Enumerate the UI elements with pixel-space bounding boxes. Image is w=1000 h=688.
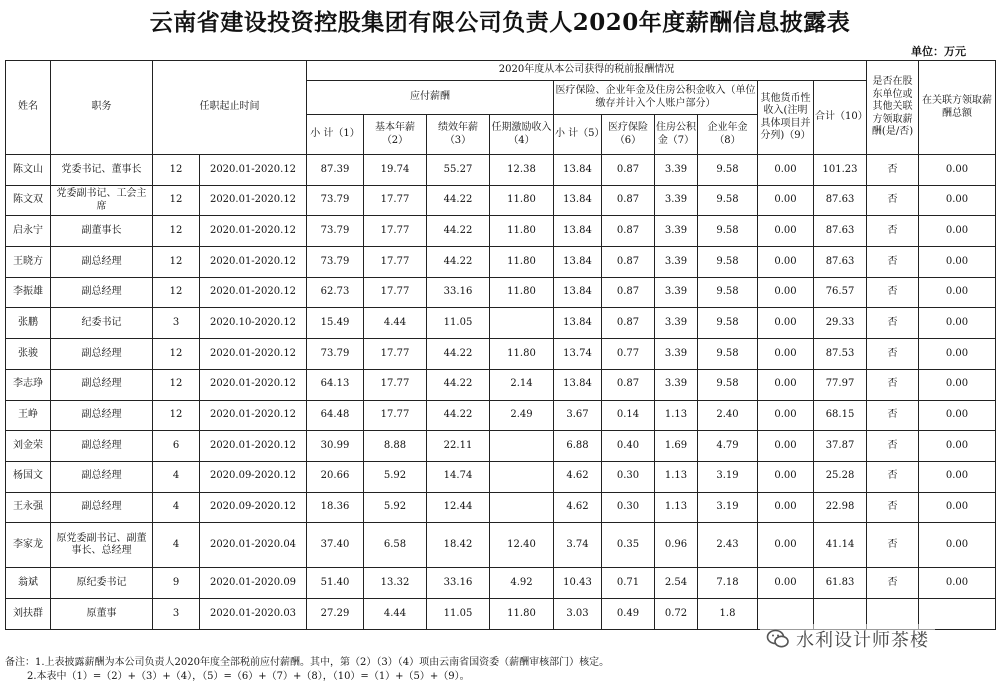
cell-c8: 3.19: [698, 461, 758, 492]
cell-period: 2020.01-2020.12: [200, 400, 307, 431]
cell-c1: 51.40: [307, 568, 364, 599]
cell-c10: 22.98: [814, 492, 867, 523]
cell-c8: 9.58: [698, 308, 758, 339]
cell-rel: 0.00: [919, 523, 996, 568]
cell-rel: 0.00: [919, 431, 996, 462]
cell-position: 原董事: [51, 598, 153, 629]
header-tenure: 任职起止时间: [153, 61, 307, 155]
cell-c10: 87.63: [814, 185, 867, 216]
table-row: [6, 568, 996, 599]
cell-c4: 11.80: [490, 598, 554, 629]
table-row: [6, 492, 996, 523]
cell-c5: 13.84: [554, 185, 602, 216]
header-pretax: 2020年度从本公司获得的税前报酬情况: [307, 61, 867, 81]
table-row: [6, 523, 996, 568]
cell-c6: 0.40: [602, 431, 655, 462]
cell-c3: 33.16: [427, 568, 490, 599]
wechat-icon: [766, 627, 790, 651]
cell-c6: 0.87: [602, 369, 655, 400]
cell-c6: 0.77: [602, 339, 655, 370]
cell-c9: 0.00: [758, 369, 814, 400]
cell-c8: 2.40: [698, 400, 758, 431]
cell-c7: 1.69: [655, 431, 698, 462]
cell-position: 副董事长: [51, 216, 153, 247]
cell-position: 副总经理: [51, 339, 153, 370]
cell-period: 2020.10-2020.12: [200, 308, 307, 339]
cell-sh: 否: [867, 400, 919, 431]
cell-sh: 否: [867, 523, 919, 568]
cell-c1: 62.73: [307, 277, 364, 308]
cell-period: 2020.01-2020.04: [200, 523, 307, 568]
cell-c9: 0.00: [758, 461, 814, 492]
table-row: [6, 431, 996, 462]
cell-period: 2020.01-2020.09: [200, 568, 307, 599]
cell-c3: 14.74: [427, 461, 490, 492]
cell-period: 2020.01-2020.12: [200, 339, 307, 370]
cell-c4: [490, 431, 554, 462]
cell-name: 刘金荣: [6, 431, 51, 462]
cell-months: 12: [153, 400, 200, 431]
cell-c7: 1.13: [655, 492, 698, 523]
cell-c4: 11.80: [490, 216, 554, 247]
cell-period: 2020.01-2020.03: [200, 598, 307, 629]
cell-c8: 3.19: [698, 492, 758, 523]
cell-c1: 30.99: [307, 431, 364, 462]
cell-name: 王永强: [6, 492, 51, 523]
cell-months: 4: [153, 461, 200, 492]
cell-c2: 6.58: [364, 523, 427, 568]
cell-c9: 0.00: [758, 431, 814, 462]
cell-c3: 11.05: [427, 308, 490, 339]
cell-rel: 0.00: [919, 216, 996, 247]
cell-c7: 2.54: [655, 568, 698, 599]
cell-months: 4: [153, 492, 200, 523]
unit-label: 单位：万元: [911, 45, 966, 58]
table-row: [6, 339, 996, 370]
cell-c7: 3.39: [655, 185, 698, 216]
footnote-1: 备注：1.上表披露薪酬为本公司负责人2020年度全部税前应付薪酬。其中，第（2）（3）（4）项由云南省国资委（薪酬审核部门）核定。: [5, 657, 610, 668]
cell-c4: 11.80: [490, 277, 554, 308]
cell-c7: 3.39: [655, 308, 698, 339]
cell-c9: 0.00: [758, 339, 814, 370]
cell-c6: 0.49: [602, 598, 655, 629]
cell-c5: 13.84: [554, 277, 602, 308]
header-subtotal1: 小 计（1）: [307, 115, 364, 155]
cell-c5: 13.74: [554, 339, 602, 370]
cell-c8: 9.58: [698, 216, 758, 247]
cell-sh: 否: [867, 216, 919, 247]
cell-c3: 33.16: [427, 277, 490, 308]
cell-months: 12: [153, 277, 200, 308]
cell-name: 刘扶群: [6, 598, 51, 629]
cell-period: 2020.09-2020.12: [200, 492, 307, 523]
cell-c2: 17.77: [364, 339, 427, 370]
cell-c9: 0.00: [758, 492, 814, 523]
cell-c6: 0.87: [602, 308, 655, 339]
header-annuity: 企业年金（8）: [698, 115, 758, 155]
cell-c5: 13.84: [554, 369, 602, 400]
cell-c2: 4.44: [364, 598, 427, 629]
cell-c10: 37.87: [814, 431, 867, 462]
table-row: [6, 216, 996, 247]
cell-position: 原党委副书记、副董事长、总经理: [51, 523, 153, 568]
cell-c8: 9.58: [698, 369, 758, 400]
header-other: 其他货币性收入(注明具体项目并分列)（9）: [758, 81, 814, 155]
cell-c6: 0.35: [602, 523, 655, 568]
cell-c3: 11.05: [427, 598, 490, 629]
cell-c5: 4.62: [554, 492, 602, 523]
cell-name: 李家龙: [6, 523, 51, 568]
cell-position: 副总经理: [51, 277, 153, 308]
header-medical: 医疗保险（6）: [602, 115, 655, 155]
cell-c8: 9.58: [698, 339, 758, 370]
cell-c1: 73.79: [307, 216, 364, 247]
cell-c8: 9.58: [698, 155, 758, 186]
cell-c4: [490, 308, 554, 339]
cell-c6: 0.87: [602, 185, 655, 216]
cell-c7: 0.96: [655, 523, 698, 568]
cell-name: 张骏: [6, 339, 51, 370]
cell-months: 3: [153, 598, 200, 629]
cell-c5: 6.88: [554, 431, 602, 462]
cell-sh: 否: [867, 155, 919, 186]
cell-c9: 0.00: [758, 400, 814, 431]
cell-c9: 0.00: [758, 247, 814, 278]
cell-c10: 25.28: [814, 461, 867, 492]
cell-c10: 101.23: [814, 155, 867, 186]
cell-c6: 0.87: [602, 247, 655, 278]
cell-c7: 3.39: [655, 155, 698, 186]
cell-c5: 13.84: [554, 155, 602, 186]
cell-c4: 12.40: [490, 523, 554, 568]
table-row: [6, 308, 996, 339]
cell-c7: 3.39: [655, 339, 698, 370]
header-housing: 住房公积金（7）: [655, 115, 698, 155]
cell-rel: 0.00: [919, 400, 996, 431]
cell-c10: 77.97: [814, 369, 867, 400]
cell-c4: 2.14: [490, 369, 554, 400]
table-row: [6, 400, 996, 431]
cell-c4: 11.80: [490, 185, 554, 216]
cell-c7: 1.13: [655, 461, 698, 492]
cell-c4: 2.49: [490, 400, 554, 431]
cell-c10: 87.63: [814, 216, 867, 247]
table-row: [6, 277, 996, 308]
cell-c6: 0.30: [602, 492, 655, 523]
table-row: [6, 247, 996, 278]
cell-c3: 55.27: [427, 155, 490, 186]
cell-c5: 4.62: [554, 461, 602, 492]
cell-rel: 0.00: [919, 461, 996, 492]
cell-c6: 0.87: [602, 216, 655, 247]
cell-c2: 17.77: [364, 185, 427, 216]
cell-name: 杨国文: [6, 461, 51, 492]
cell-c7: 0.72: [655, 598, 698, 629]
table-row: [6, 155, 996, 186]
cell-c5: 13.84: [554, 216, 602, 247]
cell-period: 2020.01-2020.12: [200, 277, 307, 308]
cell-sh: 否: [867, 308, 919, 339]
cell-c8: 9.58: [698, 247, 758, 278]
cell-c10: 41.14: [814, 523, 867, 568]
cell-c2: 19.74: [364, 155, 427, 186]
cell-sh: 否: [867, 369, 919, 400]
cell-c8: 2.43: [698, 523, 758, 568]
header-total: 合计（10）: [814, 81, 867, 155]
cell-name: 陈文双: [6, 185, 51, 216]
cell-c5: 13.84: [554, 247, 602, 278]
cell-c8: 9.58: [698, 185, 758, 216]
cell-c2: 17.77: [364, 400, 427, 431]
cell-c7: 3.39: [655, 369, 698, 400]
cell-name: 翁斌: [6, 568, 51, 599]
cell-c9: 0.00: [758, 568, 814, 599]
cell-c6: 0.87: [602, 277, 655, 308]
cell-c3: 44.22: [427, 400, 490, 431]
cell-period: 2020.01-2020.12: [200, 216, 307, 247]
cell-c8: 1.8: [698, 598, 758, 629]
cell-c2: 8.88: [364, 431, 427, 462]
cell-c1: 64.13: [307, 369, 364, 400]
cell-c3: 44.22: [427, 185, 490, 216]
header-insurance: 医疗保险、企业年金及住房公积金收入（单位缴存并计入个人账户部分）: [554, 81, 758, 115]
cell-position: 副总经理: [51, 492, 153, 523]
cell-period: 2020.01-2020.12: [200, 155, 307, 186]
cell-c5: 3.67: [554, 400, 602, 431]
cell-months: 12: [153, 369, 200, 400]
cell-position: 副总经理: [51, 431, 153, 462]
header-shareholder: 是否在股东单位或其他关联方领取薪酬(是/否): [867, 61, 919, 155]
cell-c9: 0.00: [758, 155, 814, 186]
cell-c3: 18.42: [427, 523, 490, 568]
cell-c4: 4.92: [490, 568, 554, 599]
header-name: 姓名: [6, 61, 51, 155]
cell-name: 王峥: [6, 400, 51, 431]
table-body: [6, 155, 996, 630]
cell-rel: 0.00: [919, 492, 996, 523]
cell-c10: 76.57: [814, 277, 867, 308]
cell-months: 6: [153, 431, 200, 462]
cell-months: 12: [153, 155, 200, 186]
cell-sh: 否: [867, 185, 919, 216]
header-base: 基本年薪（2）: [364, 115, 427, 155]
cell-c5: 13.84: [554, 308, 602, 339]
cell-months: 9: [153, 568, 200, 599]
cell-c1: 37.40: [307, 523, 364, 568]
cell-rel: 0.00: [919, 568, 996, 599]
salary-table: [5, 60, 996, 630]
table-row: [6, 461, 996, 492]
cell-c7: 3.39: [655, 247, 698, 278]
cell-c2: 17.77: [364, 369, 427, 400]
cell-c7: 1.13: [655, 400, 698, 431]
cell-c3: 22.11: [427, 431, 490, 462]
cell-rel: 0.00: [919, 277, 996, 308]
cell-position: 副总经理: [51, 400, 153, 431]
cell-c1: 18.36: [307, 492, 364, 523]
cell-c7: 3.39: [655, 277, 698, 308]
cell-months: 12: [153, 247, 200, 278]
cell-months: 12: [153, 339, 200, 370]
cell-rel: 0.00: [919, 155, 996, 186]
cell-months: 3: [153, 308, 200, 339]
cell-name: 王晓方: [6, 247, 51, 278]
cell-position: 党委书记、董事长: [51, 155, 153, 186]
header-incentive: 任期激励收入（4）: [490, 115, 554, 155]
cell-rel: 0.00: [919, 185, 996, 216]
cell-sh: 否: [867, 339, 919, 370]
cell-period: 2020.01-2020.12: [200, 431, 307, 462]
cell-c8: 4.79: [698, 431, 758, 462]
cell-c10: 29.33: [814, 308, 867, 339]
cell-c1: 73.79: [307, 339, 364, 370]
cell-c3: 44.22: [427, 339, 490, 370]
header-payable: 应付薪酬: [307, 81, 554, 115]
header-subtotal5: 小 计（5）: [554, 115, 602, 155]
cell-months: 4: [153, 523, 200, 568]
watermark: [760, 624, 935, 654]
cell-sh: 否: [867, 277, 919, 308]
cell-c6: 0.87: [602, 155, 655, 186]
cell-c2: 17.77: [364, 277, 427, 308]
cell-period: 2020.01-2020.12: [200, 369, 307, 400]
cell-position: 副总经理: [51, 369, 153, 400]
cell-period: 2020.01-2020.12: [200, 185, 307, 216]
cell-position: 副总经理: [51, 247, 153, 278]
cell-c1: 64.48: [307, 400, 364, 431]
cell-c10: 61.83: [814, 568, 867, 599]
cell-position: 纪委书记: [51, 308, 153, 339]
cell-sh: 否: [867, 568, 919, 599]
cell-c2: 17.77: [364, 247, 427, 278]
cell-c7: 3.39: [655, 216, 698, 247]
table-row: [6, 185, 996, 216]
cell-c2: 13.32: [364, 568, 427, 599]
cell-c1: 73.79: [307, 185, 364, 216]
cell-c1: 27.29: [307, 598, 364, 629]
cell-c2: 5.92: [364, 461, 427, 492]
cell-c1: 73.79: [307, 247, 364, 278]
cell-c10: 87.53: [814, 339, 867, 370]
cell-c5: 10.43: [554, 568, 602, 599]
header-perf: 绩效年薪（3）: [427, 115, 490, 155]
page-title: 云南省建设投资控股集团有限公司负责人2020年度薪酬信息披露表: [149, 9, 851, 36]
footnote-2: 2.本表中（1）=（2）+（3）+（4），（5）=（6）+（7）+（8），（10）=（1）+（5）+（9）。: [27, 671, 470, 682]
cell-rel: 0.00: [919, 369, 996, 400]
cell-c3: 44.22: [427, 216, 490, 247]
cell-c8: 9.58: [698, 277, 758, 308]
cell-name: 李振雄: [6, 277, 51, 308]
cell-c5: 3.03: [554, 598, 602, 629]
cell-rel: 0.00: [919, 247, 996, 278]
cell-c3: 12.44: [427, 492, 490, 523]
cell-position: 党委副书记、工会主席: [51, 185, 153, 216]
cell-c2: 4.44: [364, 308, 427, 339]
cell-rel: 0.00: [919, 339, 996, 370]
cell-name: 李志琤: [6, 369, 51, 400]
header-position: 职务: [51, 61, 153, 155]
cell-sh: 否: [867, 461, 919, 492]
cell-position: 副总经理: [51, 461, 153, 492]
header-related: 在关联方领取薪酬总额: [919, 61, 996, 155]
cell-position: 原纪委书记: [51, 568, 153, 599]
cell-c9: 0.00: [758, 185, 814, 216]
footnotes: [5, 656, 609, 684]
cell-c10: 87.63: [814, 247, 867, 278]
table-row: [6, 369, 996, 400]
cell-name: 启永宁: [6, 216, 51, 247]
cell-sh: 否: [867, 431, 919, 462]
cell-months: 12: [153, 216, 200, 247]
cell-name: 张鹏: [6, 308, 51, 339]
cell-c2: 5.92: [364, 492, 427, 523]
watermark-text: 水利设计师茶楼: [796, 630, 929, 651]
cell-period: 2020.09-2020.12: [200, 461, 307, 492]
cell-sh: 否: [867, 247, 919, 278]
cell-months: 12: [153, 185, 200, 216]
cell-c4: 11.80: [490, 247, 554, 278]
cell-c4: 12.38: [490, 155, 554, 186]
cell-c6: 0.30: [602, 461, 655, 492]
cell-rel: 0.00: [919, 308, 996, 339]
cell-c6: 0.14: [602, 400, 655, 431]
cell-c4: [490, 492, 554, 523]
cell-c9: 0.00: [758, 277, 814, 308]
cell-c8: 7.18: [698, 568, 758, 599]
cell-c9: 0.00: [758, 216, 814, 247]
cell-c3: 44.22: [427, 369, 490, 400]
cell-c9: 0.00: [758, 308, 814, 339]
cell-c4: 11.80: [490, 339, 554, 370]
cell-c6: 0.71: [602, 568, 655, 599]
cell-c1: 20.66: [307, 461, 364, 492]
cell-c4: [490, 461, 554, 492]
cell-c9: 0.00: [758, 523, 814, 568]
cell-period: 2020.01-2020.12: [200, 247, 307, 278]
cell-c1: 15.49: [307, 308, 364, 339]
cell-c2: 17.77: [364, 216, 427, 247]
cell-c1: 87.39: [307, 155, 364, 186]
cell-c3: 44.22: [427, 247, 490, 278]
cell-name: 陈文山: [6, 155, 51, 186]
cell-c10: 68.15: [814, 400, 867, 431]
cell-c5: 3.74: [554, 523, 602, 568]
cell-sh: 否: [867, 492, 919, 523]
